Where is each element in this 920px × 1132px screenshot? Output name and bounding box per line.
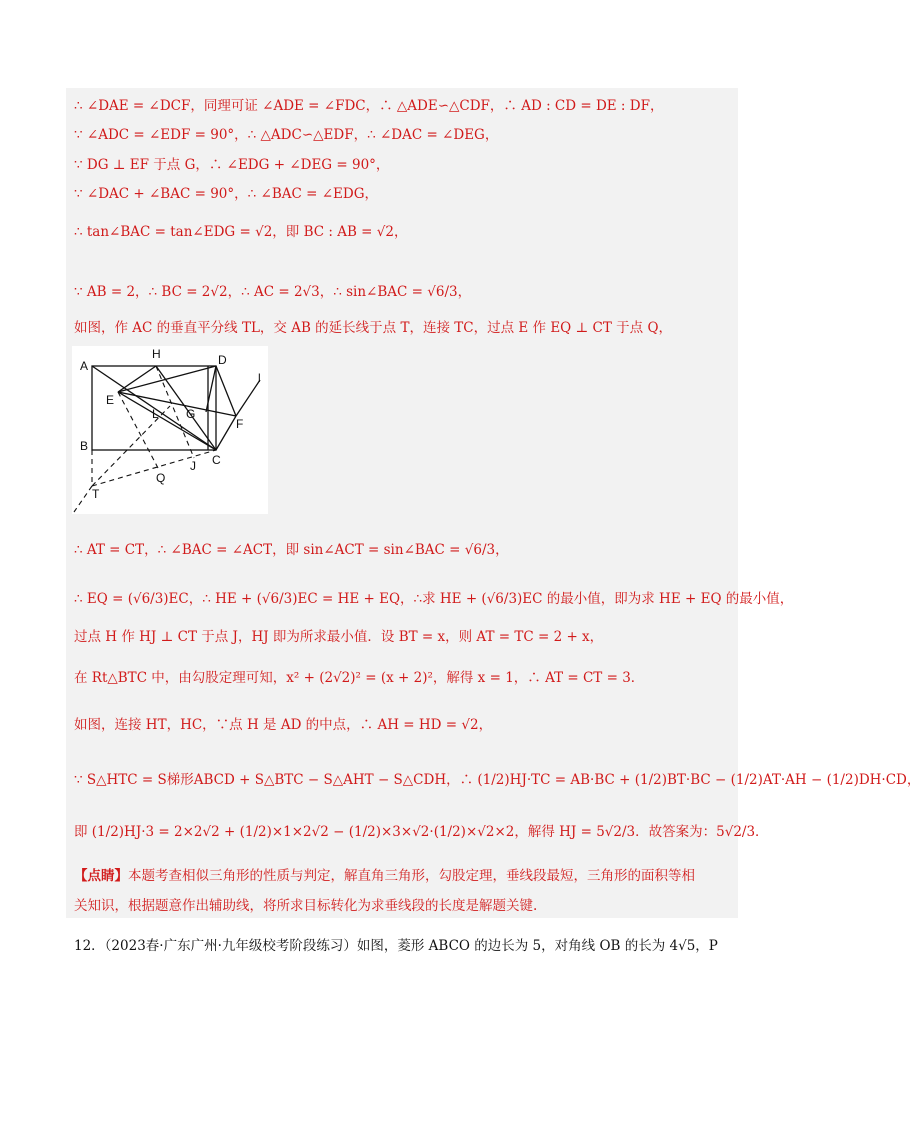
label-f: F bbox=[236, 417, 244, 431]
geometry-figure bbox=[72, 346, 268, 514]
solution-line-7: 如图，作 AC 的垂直平分线 TL，交 AB 的延长线于点 T，连接 TC，过点 E 作 EQ ⊥ CT 于点 Q， bbox=[74, 320, 673, 336]
label-c: C bbox=[212, 453, 221, 467]
solution-line-1: ∴ ∠DAE = ∠DCF，同理可证 ∠ADE = ∠FDC，∴ △ADE∽△CDF，∴ AD : CD = DE : DF， bbox=[74, 98, 664, 114]
hint-text-1: 本题考查相似三角形的性质与判定，解直角三角形，勾股定理，垂线段最短，三角形的面积等相 bbox=[128, 868, 695, 884]
label-l: L bbox=[152, 407, 159, 421]
solution-line-4: ∵ ∠DAC + ∠BAC = 90°，∴ ∠BAC = ∠EDG， bbox=[74, 186, 378, 202]
segment-df bbox=[216, 366, 236, 416]
hint-tag: 【点睛】 bbox=[74, 868, 128, 884]
label-q: Q bbox=[156, 471, 166, 485]
solution-line-12: 如图，连接 HT，HC，∵点 H 是 AD 的中点，∴ AH = HD = √2， bbox=[74, 717, 493, 733]
solution-line-8: ∴ AT = CT，∴ ∠BAC = ∠ACT，即 sin∠ACT = sin∠BAC = √6/3， bbox=[74, 542, 509, 558]
label-t: T bbox=[92, 487, 100, 501]
hint-paragraph bbox=[74, 866, 695, 886]
line-l bbox=[236, 380, 260, 416]
label-a: A bbox=[80, 359, 89, 373]
geometry-figure-svg bbox=[72, 346, 268, 514]
label-b: B bbox=[80, 439, 89, 453]
solution-line-10: 过点 H 作 HJ ⊥ CT 于点 J，HJ 即为所求最小值．设 BT = x，则 AT = TC = 2 + x， bbox=[74, 629, 604, 645]
extension-t bbox=[74, 486, 92, 512]
solution-line-3: ∵ DG ⊥ EF 于点 G，∴ ∠EDG + ∠DEG = 90°， bbox=[74, 157, 390, 173]
label-h: H bbox=[152, 347, 161, 361]
label-line-l: l bbox=[258, 371, 261, 385]
solution-line-6: ∵ AB = 2，∴ BC = 2√2，∴ AC = 2√3，∴ sin∠BAC = √6/3， bbox=[74, 284, 472, 300]
hint-text-2: 关知识，根据题意作出辅助线，将所求目标转化为求垂线段的长度是解题关键. bbox=[74, 898, 538, 914]
solution-line-5: ∴ tan∠BAC = tan∠EDG = √2，即 BC : AB = √2， bbox=[74, 224, 408, 240]
question-12: 12．（2023春·广东广州·九年级校考阶段练习）如图，菱形 ABCO 的边长为 5，对角线 OB 的长为 4√5，P bbox=[74, 938, 718, 954]
solution-line-11: 在 Rt△BTC 中，由勾股定理可知，x² + (2√2)² = (x + 2)²，解得 x = 1，∴ AT = CT = 3． bbox=[74, 670, 645, 686]
label-g: G bbox=[186, 407, 196, 421]
segment-tc bbox=[92, 450, 216, 486]
label-d: D bbox=[218, 353, 227, 367]
solution-line-13: ∵ S△HTC = S梯形ABCD + S△BTC − S△AHT − S△CDH，∴ (1/2)HJ·TC = AB·BC + (1/2)BT·BC − (1/2)AT·AH − (1/2)DH·CD， bbox=[74, 772, 920, 788]
segment-ec bbox=[118, 392, 216, 450]
segment-fc bbox=[216, 416, 236, 450]
label-e: E bbox=[106, 393, 115, 407]
label-j: J bbox=[190, 459, 196, 473]
solution-line-14: 即 (1/2)HJ·3 = 2×2√2 + (1/2)×1×2√2 − (1/2)×3×√2·(1/2)×√2×2，解得 HJ = 5√2/3．故答案为：5√2/3． bbox=[74, 824, 769, 840]
segment-he bbox=[118, 366, 156, 392]
solution-line-2: ∵ ∠ADC = ∠EDF = 90°，∴ △ADC∽△EDF，∴ ∠DAC = ∠DEG， bbox=[74, 127, 499, 143]
solution-line-9: ∴ EQ = (√6/3)EC，∴ HE + (√6/3)EC = HE + EQ，∴求 HE + (√6/3)EC 的最小值，即为求 HE + EQ 的最小值， bbox=[74, 591, 794, 607]
segment-ed bbox=[118, 366, 216, 392]
